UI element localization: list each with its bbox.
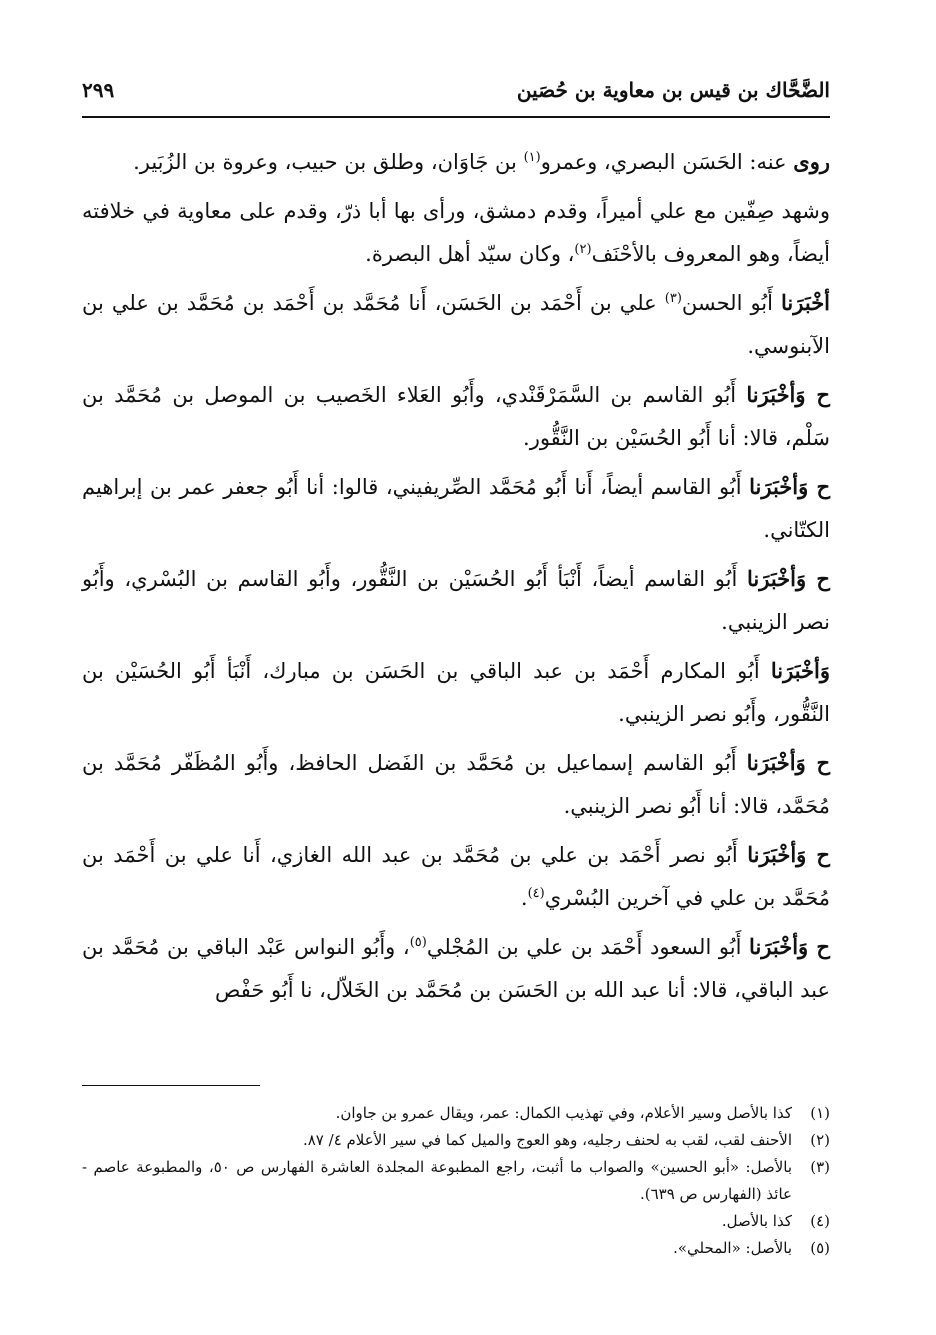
footnote <box>82 1235 830 1262</box>
footnote-number: (٥) <box>810 1239 830 1257</box>
paragraph-lead: ح وَأخْبَرَنا <box>749 473 830 499</box>
paragraph-lead: أخْبَرَنا <box>781 289 831 315</box>
paragraph-lead: ح وَأخْبَرَنا <box>746 381 830 407</box>
paragraph-text: عنه: الحَسَن البصري، وعمرو <box>540 150 794 174</box>
paragraph <box>82 465 830 553</box>
paragraph-text: ، وأَبُو النواس عَبْد الباقي بن مُحَمَّد بن عبد الباقي، قالا: أنا عبد الله بن الحَسَن بن مُحَمَّد بن الخَلاّل، نا أَبُو حَفْص <box>82 934 830 1002</box>
paragraph <box>82 925 830 1013</box>
footnote-text: بالأصل: «المحلي». <box>673 1239 792 1257</box>
paragraph <box>82 140 830 185</box>
paragraph <box>82 833 830 921</box>
footnote <box>82 1100 830 1127</box>
paragraph-text: بن جَاوَان، وطلق بن حبيب، وعروة بن الزُبَير. <box>133 150 524 174</box>
paragraph-text: أَبُو القاسم إسماعيل بن مُحَمَّد بن الفَضل الحافظ، وأَبُو المُظَفّر مُحَمَّد بن مُحَمَّد، قالا: أنا أَبُو نصر الزينبي. <box>82 750 830 818</box>
footnote-number: (٣) <box>810 1158 830 1176</box>
footnote <box>82 1154 830 1208</box>
paragraph-text: أَبُو القاسم أيضاً، أَنْبَأ أَبُو الحُسَيْن بن النَّقُّور، وأَبُو القاسم بن البُسْري، وأَبُو نصر الزينبي. <box>82 566 830 634</box>
footnote-text: بالأصل: «أبو الحسين» والصواب ما أثبت، راجع المطبوعة المجلدة العاشرة الفهارس ص ٥٠، والمطبوعة عاصم - عائذ (الفهارس ص ٦٣٩). <box>82 1158 792 1203</box>
paragraph-text: أَبُو القاسم أيضاً، أَنا أَبُو مُحَمَّد الصِّريفيني، قالوا: أنا أَبُو جعفر عمر بن إبراهيم الكتّاني. <box>82 474 830 542</box>
running-title: الضَّحَّاك بن قيس بن معاوية بن حُصَين <box>516 78 830 102</box>
paragraph <box>82 557 830 645</box>
paragraph <box>82 649 830 737</box>
paragraph-lead: ح وَأخْبَرَنا <box>746 565 830 591</box>
paragraph-lead: ح وَأخْبَرَنا <box>749 933 830 959</box>
footnote-ref: (٤) <box>527 886 545 901</box>
paragraph-text: أَبُو السعود أَحْمَد بن علي بن المُجْلي <box>426 934 750 959</box>
paragraph-lead: ح وَأخْبَرَنا <box>746 749 830 775</box>
footnote-ref: (٥) <box>409 934 427 950</box>
footnote-text: كذا بالأصل وسير الأعلام، وفي تهذيب الكمال: عمر، ويقال عمرو بن جاوان. <box>335 1104 792 1122</box>
paragraph <box>82 281 830 369</box>
paragraph <box>82 373 830 461</box>
paragraph-text: أَبُو المكارم أَحْمَد بن عبد الباقي بن الحَسَن بن مبارك، أَنْبَأ أَبُو الحُسَيْن بن النَّقُّور، وأَبُو نصر الزينبي. <box>82 658 830 726</box>
paragraph-text: أَبُو نصر أَحْمَد بن علي بن مُحَمَّد بن عبد الله الغازي، أَنا علي بن أَحْمَد بن مُحَمَّد بن علي في آخرين البُسْري <box>82 842 830 910</box>
paragraph-text: وشهد صِفّين مع علي أميراً، وقدم دمشق، ورأى بها أبا ذرّ، وقدم على معاوية في خلافته أيضاً، وهو المعروف بالأحْنَف <box>82 198 830 266</box>
paragraph-text: . <box>520 886 528 910</box>
footnote-text: كذا بالأصل. <box>721 1212 792 1230</box>
footnote-number: (١) <box>810 1104 830 1122</box>
paragraph <box>82 741 830 829</box>
paragraph-text: ، وكان سيّد أهل البصرة. <box>365 242 575 266</box>
paragraph-lead: روى <box>793 149 830 174</box>
paragraph <box>82 189 830 277</box>
footnote-number: (٢) <box>810 1131 830 1149</box>
footnote-divider <box>82 1085 260 1086</box>
footnotes <box>82 1100 830 1262</box>
page-number: ٢٩٩ <box>82 78 115 102</box>
paragraph-text: أَبُو الحسن <box>681 290 782 315</box>
footnote-number: (٤) <box>810 1212 830 1230</box>
page-header <box>82 78 830 118</box>
footnote-ref: (٣) <box>664 290 682 306</box>
paragraph-lead: ح وَأخْبَرَنا <box>747 841 830 867</box>
book-page <box>82 78 830 1017</box>
footnote-ref: (٢) <box>574 242 592 257</box>
main-text <box>82 140 830 1013</box>
footnote <box>82 1208 830 1235</box>
paragraph-text: أَبُو القاسم بن السَّمَرْقَنْدي، وأَبُو العَلاء الخَصيب بن الموصل بن مُحَمَّد بن سَلْم، قالا: أنا أَبُو الحُسَيْن بن النَّقُّور. <box>82 382 830 450</box>
footnote-ref: (١) <box>523 150 541 165</box>
paragraph-text: علي بن أَحْمَد بن الحَسَن، أَنا مُحَمَّد بن أَحْمَد بن مُحَمَّد بن علي بن الآبنوسي. <box>82 290 830 358</box>
footnote <box>82 1127 830 1154</box>
footnote-text: الأحنف لقب، لقب به لحنف رجليه، وهو العوج والميل كما في سير الأعلام ٤/ ٨٧. <box>302 1131 792 1149</box>
paragraph-lead: وَأخْبَرَنا <box>770 657 830 683</box>
